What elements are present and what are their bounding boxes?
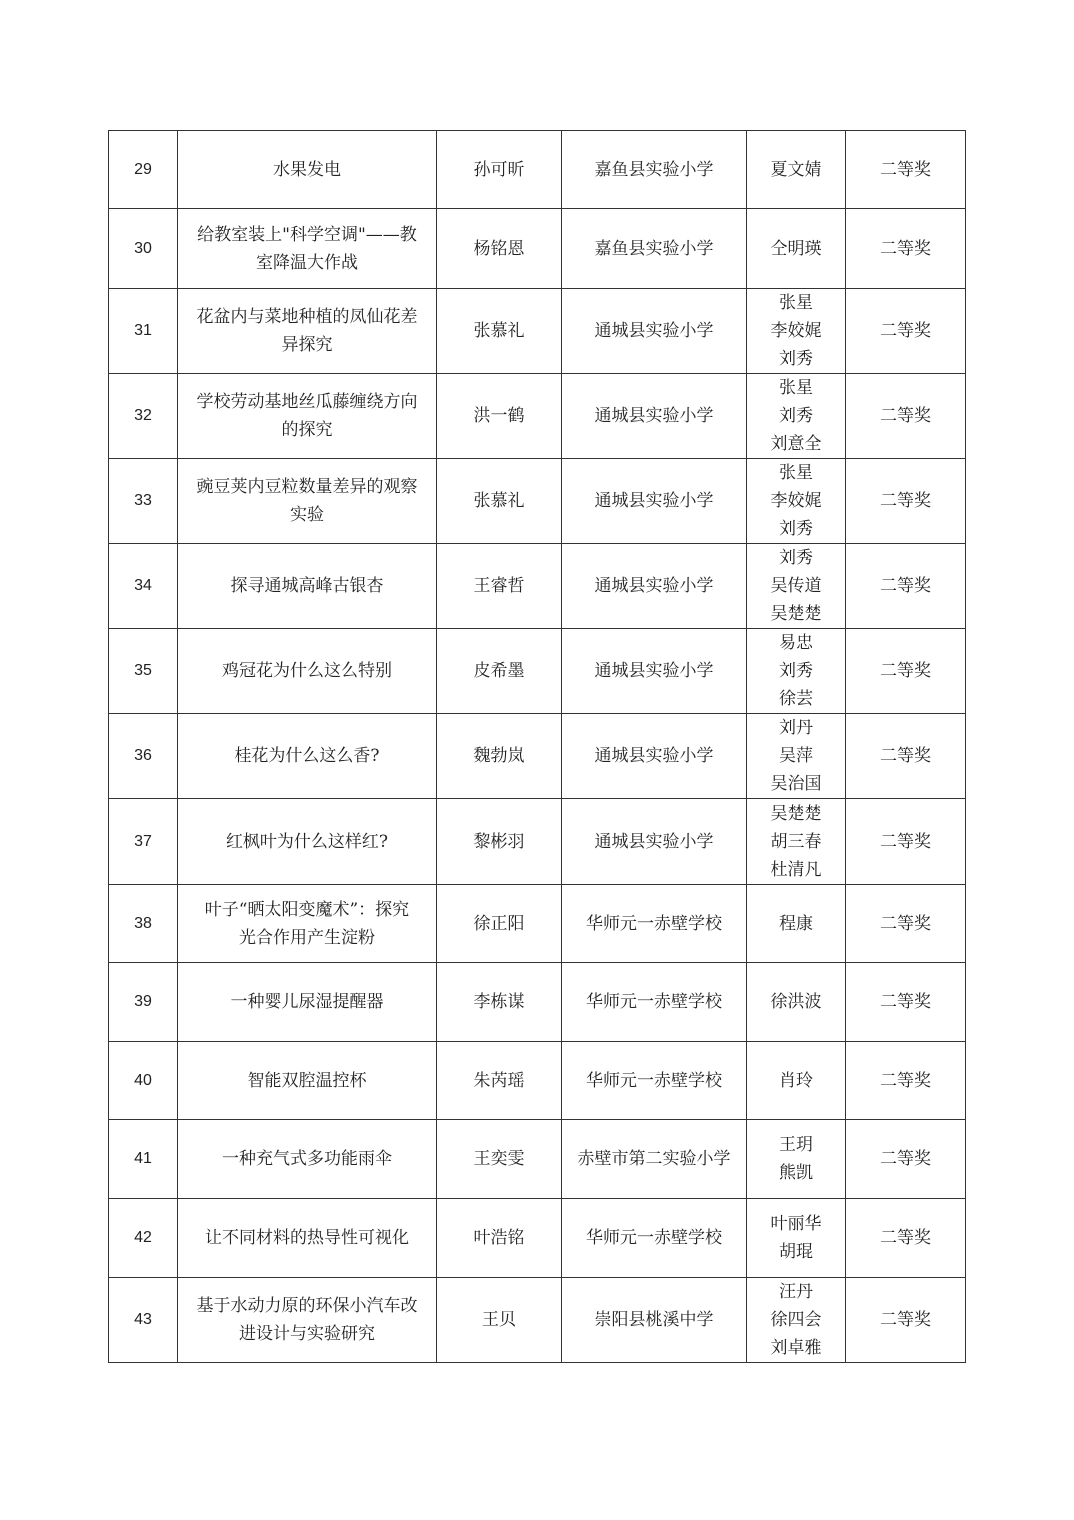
teachers-line: 程康 bbox=[779, 913, 813, 934]
cell-student: 张慕礼 bbox=[437, 289, 562, 374]
teachers-line: 刘秀 bbox=[779, 548, 813, 568]
cell-student: 王贝 bbox=[437, 1278, 562, 1363]
cell-award: 二等奖 bbox=[846, 629, 966, 714]
cell-student: 徐正阳 bbox=[437, 885, 562, 963]
cell-teachers bbox=[747, 209, 846, 289]
awards-table-body bbox=[109, 131, 966, 1363]
title-line: 光合作用产生淀粉 bbox=[239, 927, 375, 948]
teachers-line: 刘意全 bbox=[770, 434, 822, 454]
title-line: 一种婴儿尿湿提醒器 bbox=[230, 992, 384, 1012]
cell-title bbox=[178, 1042, 437, 1120]
cell-teachers bbox=[747, 799, 846, 885]
table-row bbox=[109, 131, 966, 209]
title-line: 学校劳动基地丝瓜藤缠绕方向 bbox=[196, 392, 418, 412]
teachers-line: 张星 bbox=[779, 293, 813, 313]
cell-teachers bbox=[747, 131, 846, 209]
cell-award: 二等奖 bbox=[846, 1199, 966, 1278]
teachers-line: 刘卓雅 bbox=[770, 1338, 822, 1358]
teachers-line: 李姣娓 bbox=[770, 491, 822, 511]
cell-teachers bbox=[747, 885, 846, 963]
cell-no: 31 bbox=[109, 289, 178, 374]
title-line: 花盆内与菜地种植的凤仙花差 bbox=[196, 307, 418, 327]
cell-title bbox=[178, 1120, 437, 1199]
teachers-line: 熊凯 bbox=[779, 1163, 813, 1183]
teachers-line: 刘秀 bbox=[779, 661, 813, 681]
title-line: 智能双腔温控杯 bbox=[247, 1070, 367, 1091]
cell-no: 33 bbox=[109, 459, 178, 544]
table-row bbox=[109, 799, 966, 885]
title-line: 的探究 bbox=[281, 420, 333, 440]
teachers-line: 李姣娓 bbox=[770, 321, 822, 341]
table-row bbox=[109, 714, 966, 799]
cell-no: 36 bbox=[109, 714, 178, 799]
cell-school: 华师元一赤壁学校 bbox=[562, 1042, 747, 1120]
cell-teachers bbox=[747, 374, 846, 459]
table-row bbox=[109, 1120, 966, 1199]
cell-award: 二等奖 bbox=[846, 459, 966, 544]
cell-title bbox=[178, 131, 437, 209]
cell-title bbox=[178, 374, 437, 459]
table-row bbox=[109, 289, 966, 374]
cell-student: 张慕礼 bbox=[437, 459, 562, 544]
cell-title bbox=[178, 289, 437, 374]
teachers-line: 王玥 bbox=[779, 1135, 813, 1155]
teachers-line: 胡琨 bbox=[779, 1242, 813, 1262]
cell-award: 二等奖 bbox=[846, 963, 966, 1042]
teachers-line: 肖玲 bbox=[779, 1070, 813, 1091]
title-line: 探寻通城高峰古银杏 bbox=[230, 576, 384, 596]
cell-school: 通城县实验小学 bbox=[562, 459, 747, 544]
title-line: 基于水动力原的环保小汽车改 bbox=[196, 1296, 418, 1316]
cell-teachers bbox=[747, 1042, 846, 1120]
teachers-line: 夏文婧 bbox=[770, 159, 822, 180]
title-line: 实验 bbox=[290, 505, 324, 525]
title-line: 豌豆荚内豆粒数量差异的观察 bbox=[196, 477, 418, 497]
cell-teachers bbox=[747, 544, 846, 629]
cell-teachers bbox=[747, 459, 846, 544]
cell-no: 35 bbox=[109, 629, 178, 714]
cell-school: 通城县实验小学 bbox=[562, 544, 747, 629]
cell-student: 王睿哲 bbox=[437, 544, 562, 629]
cell-award: 二等奖 bbox=[846, 544, 966, 629]
teachers-line: 刘秀 bbox=[779, 519, 813, 539]
cell-school: 通城县实验小学 bbox=[562, 799, 747, 885]
table-row bbox=[109, 629, 966, 714]
cell-no: 32 bbox=[109, 374, 178, 459]
cell-no: 41 bbox=[109, 1120, 178, 1199]
title-line: 室降温大作战 bbox=[256, 252, 358, 273]
cell-student: 杨铭恩 bbox=[437, 209, 562, 289]
title-line: 水果发电 bbox=[273, 159, 341, 180]
cell-student: 叶浩铭 bbox=[437, 1199, 562, 1278]
cell-no: 34 bbox=[109, 544, 178, 629]
cell-award: 二等奖 bbox=[846, 799, 966, 885]
cell-school: 通城县实验小学 bbox=[562, 289, 747, 374]
cell-school: 华师元一赤壁学校 bbox=[562, 963, 747, 1042]
cell-teachers bbox=[747, 714, 846, 799]
title-line: 让不同材料的热导性可视化 bbox=[205, 1228, 409, 1248]
awards-table bbox=[108, 130, 966, 1363]
cell-no: 43 bbox=[109, 1278, 178, 1363]
cell-school: 崇阳县桃溪中学 bbox=[562, 1278, 747, 1363]
cell-award: 二等奖 bbox=[846, 374, 966, 459]
teachers-line: 刘秀 bbox=[779, 406, 813, 426]
cell-student: 李栋谋 bbox=[437, 963, 562, 1042]
cell-teachers bbox=[747, 629, 846, 714]
teachers-line: 张星 bbox=[779, 378, 813, 398]
cell-school: 通城县实验小学 bbox=[562, 374, 747, 459]
cell-student: 朱芮瑶 bbox=[437, 1042, 562, 1120]
teachers-line: 徐四会 bbox=[770, 1310, 822, 1330]
cell-title bbox=[178, 963, 437, 1042]
cell-student: 皮希墨 bbox=[437, 629, 562, 714]
cell-teachers bbox=[747, 1120, 846, 1199]
cell-school: 通城县实验小学 bbox=[562, 714, 747, 799]
title-line: 异探究 bbox=[281, 335, 333, 355]
teachers-line: 易忠 bbox=[779, 633, 813, 653]
cell-student: 魏勃岚 bbox=[437, 714, 562, 799]
cell-title bbox=[178, 209, 437, 289]
teachers-line: 杜清凡 bbox=[770, 859, 822, 880]
cell-school: 嘉鱼县实验小学 bbox=[562, 209, 747, 289]
cell-teachers bbox=[747, 1199, 846, 1278]
teachers-line: 胡三春 bbox=[770, 831, 822, 852]
title-line: 鸡冠花为什么这么特别 bbox=[222, 661, 392, 681]
title-line: 一种充气式多功能雨伞 bbox=[222, 1149, 392, 1169]
teachers-line: 吴治国 bbox=[770, 774, 822, 794]
table-row bbox=[109, 209, 966, 289]
cell-no: 37 bbox=[109, 799, 178, 885]
cell-award: 二等奖 bbox=[846, 1120, 966, 1199]
teachers-line: 徐芸 bbox=[779, 689, 813, 709]
teachers-line: 吴传道 bbox=[770, 576, 822, 596]
cell-school: 通城县实验小学 bbox=[562, 629, 747, 714]
teachers-line: 叶丽华 bbox=[770, 1214, 822, 1234]
table-row bbox=[109, 459, 966, 544]
cell-award: 二等奖 bbox=[846, 131, 966, 209]
table-row bbox=[109, 1199, 966, 1278]
title-line: 给教室装上"科学空调"——教 bbox=[197, 224, 417, 245]
cell-title bbox=[178, 1278, 437, 1363]
table-row bbox=[109, 1278, 966, 1363]
cell-award: 二等奖 bbox=[846, 885, 966, 963]
table-row bbox=[109, 963, 966, 1042]
table-row bbox=[109, 374, 966, 459]
cell-title bbox=[178, 885, 437, 963]
cell-award: 二等奖 bbox=[846, 714, 966, 799]
cell-title bbox=[178, 714, 437, 799]
cell-student: 孙可昕 bbox=[437, 131, 562, 209]
teachers-line: 吴楚楚 bbox=[770, 604, 822, 624]
teachers-line: 汪丹 bbox=[779, 1282, 813, 1302]
teachers-line: 刘秀 bbox=[779, 349, 813, 369]
cell-award: 二等奖 bbox=[846, 289, 966, 374]
teachers-line: 吴萍 bbox=[779, 746, 813, 766]
teachers-line: 仝明瑛 bbox=[770, 238, 822, 259]
title-line: 进设计与实验研究 bbox=[239, 1324, 375, 1344]
title-line: 红枫叶为什么这样红? bbox=[225, 831, 389, 852]
cell-award: 二等奖 bbox=[846, 209, 966, 289]
cell-no: 40 bbox=[109, 1042, 178, 1120]
cell-school: 华师元一赤壁学校 bbox=[562, 885, 747, 963]
cell-no: 29 bbox=[109, 131, 178, 209]
cell-title bbox=[178, 544, 437, 629]
cell-school: 华师元一赤壁学校 bbox=[562, 1199, 747, 1278]
cell-award: 二等奖 bbox=[846, 1278, 966, 1363]
teachers-line: 张星 bbox=[779, 463, 813, 483]
cell-no: 38 bbox=[109, 885, 178, 963]
cell-school: 赤壁市第二实验小学 bbox=[562, 1120, 747, 1199]
teachers-line: 徐洪波 bbox=[770, 992, 822, 1012]
teachers-line: 吴楚楚 bbox=[770, 803, 822, 824]
table-row bbox=[109, 885, 966, 963]
cell-title bbox=[178, 1199, 437, 1278]
cell-school: 嘉鱼县实验小学 bbox=[562, 131, 747, 209]
table-row bbox=[109, 544, 966, 629]
cell-no: 39 bbox=[109, 963, 178, 1042]
teachers-line: 刘丹 bbox=[779, 718, 813, 738]
cell-no: 30 bbox=[109, 209, 178, 289]
cell-no: 42 bbox=[109, 1199, 178, 1278]
cell-award: 二等奖 bbox=[846, 1042, 966, 1120]
table-row bbox=[109, 1042, 966, 1120]
cell-student: 洪一鹤 bbox=[437, 374, 562, 459]
title-line: 叶子“晒太阳变魔术”：探究 bbox=[204, 899, 410, 920]
title-line: 桂花为什么这么香? bbox=[234, 746, 380, 766]
cell-title bbox=[178, 459, 437, 544]
cell-teachers bbox=[747, 1278, 846, 1363]
cell-title bbox=[178, 799, 437, 885]
cell-student: 王奕雯 bbox=[437, 1120, 562, 1199]
cell-title bbox=[178, 629, 437, 714]
cell-teachers bbox=[747, 963, 846, 1042]
cell-student: 黎彬羽 bbox=[437, 799, 562, 885]
cell-teachers bbox=[747, 289, 846, 374]
